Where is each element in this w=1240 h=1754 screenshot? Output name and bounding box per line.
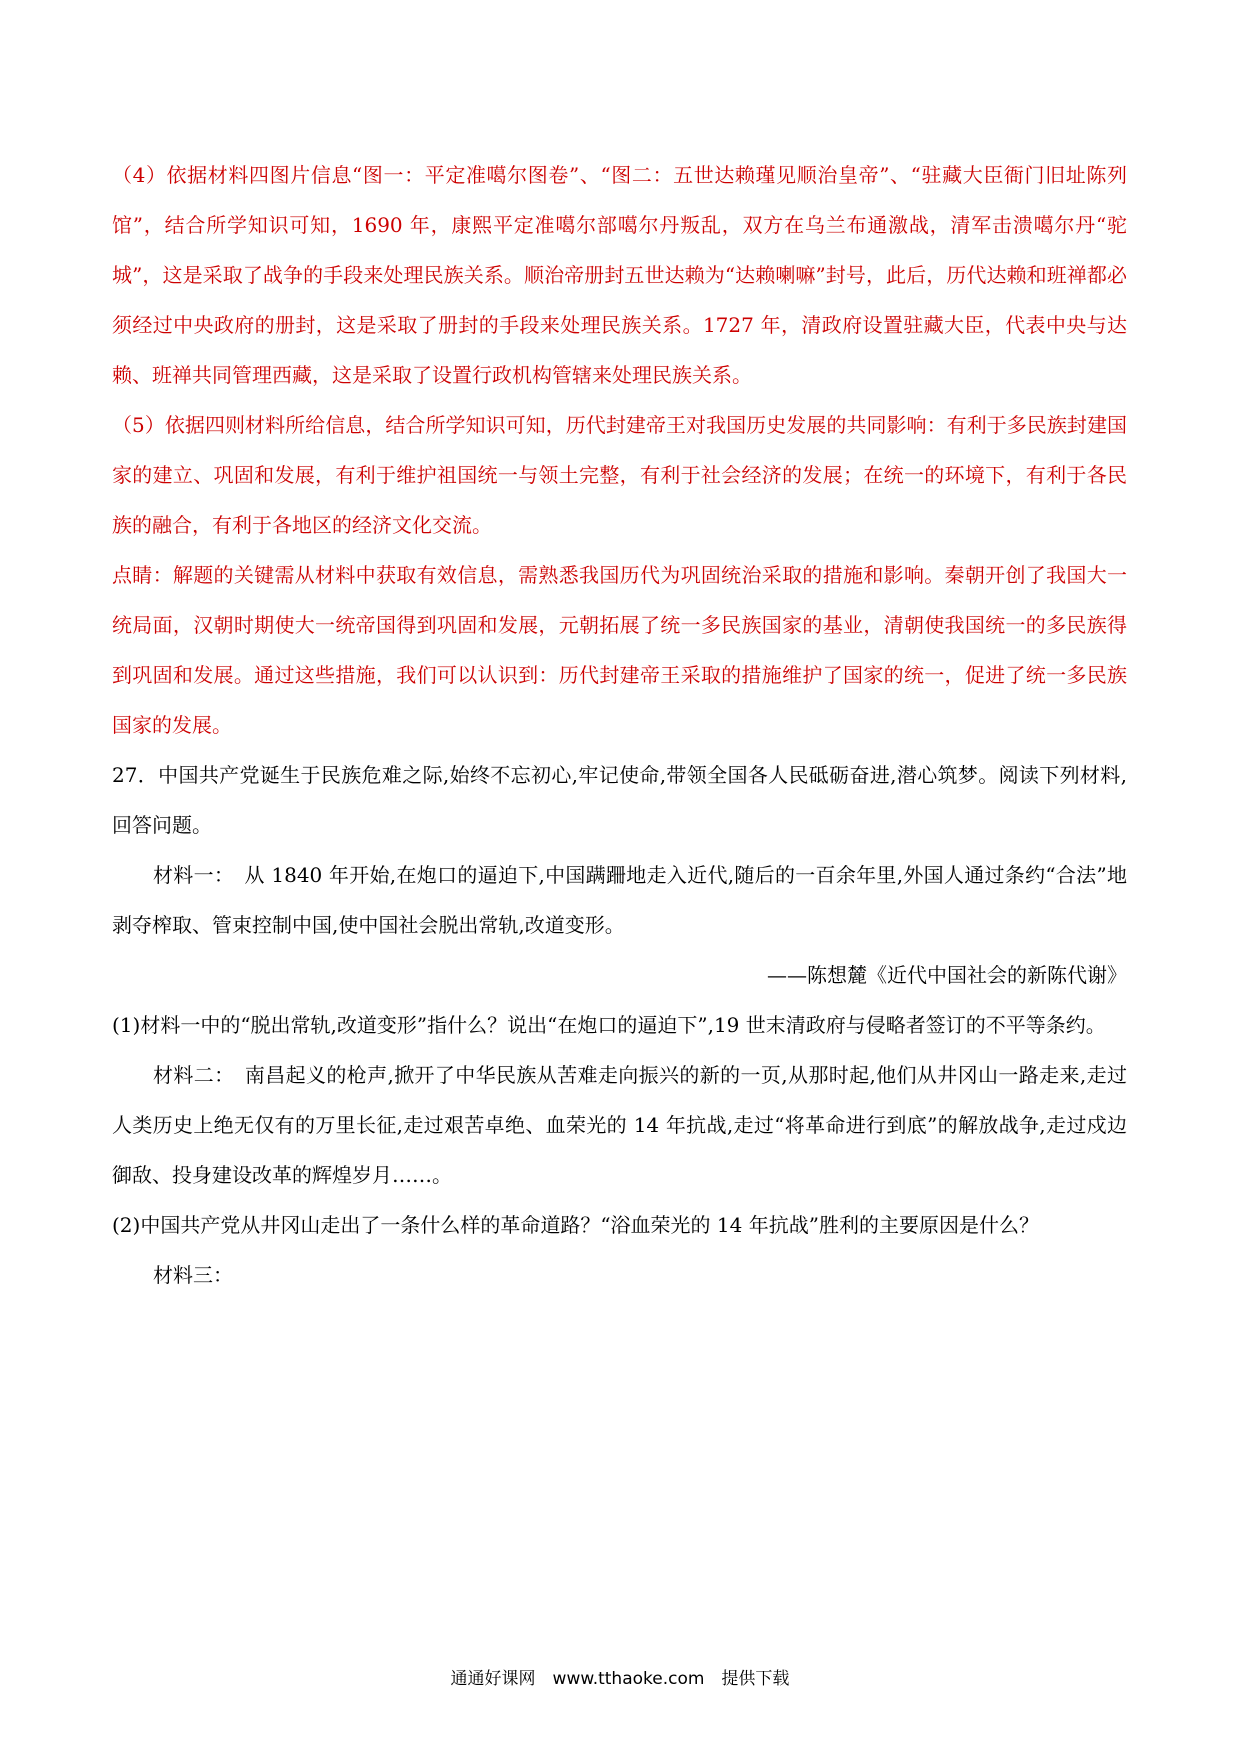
sub-question-1: (1)材料一中的“脱出常轨,改道变形”指什么？说出“在炮口的逼迫下”,19 世末清政府与侵略者签订的不平等条约。: [112, 1013, 1106, 1037]
material-1-source: ——陈想麓《近代中国社会的新陈代谢》: [767, 963, 1127, 987]
material-3-label: 材料三：: [153, 1263, 233, 1287]
sub-question-2: (2)中国共产党从井冈山走出了一条什么样的革命道路？“浴血荣光的 14 年抗战”胜利的主要原因是什么？: [112, 1213, 1039, 1237]
material-2: 材料二： 南昌起义的枪声,掀开了中华民族从苦难走向振兴的新的一页,从那时起,他们从井冈山一路走来,走过人类历史上绝无仅有的万里长征,走过艰苦卓绝、血荣光的 14 年抗战,走过“将革命进行到底”的解放战争,走过戍边御敌、投身建设改革的辉煌岁月……。: [112, 1063, 1127, 1187]
page-footer: 通通好课网 www.tthaoke.com 提供下载: [450, 1669, 790, 1689]
answer-tip: 点睛：解题的关键需从材料中获取有效信息，需熟悉我国历代为巩固统治采取的措施和影响。秦朝开创了我国大一统局面，汉朝时期使大一统帝国得到巩固和发展，元朝拓展了统一多民族国家的基业，清朝使我国统一的多民族得到巩固和发展。通过这些措施，我们可以认识到：历代封建帝王采取的措施维护了国家的统一，促进了统一多民族国家的发展。: [112, 563, 1127, 737]
question-27-stem: 27．中国共产党诞生于民族危难之际,始终不忘初心,牢记使命,带领全国各人民砥砺奋进,潜心筑梦。阅读下列材料,回答问题。: [112, 763, 1127, 837]
material-1: 材料一： 从 1840 年开始,在炮口的逼迫下,中国蹒跚地走入近代,随后的一百余年里,外国人通过条约“合法”地剥夺榨取、管束控制中国,使中国社会脱出常轨,改道变形。: [112, 863, 1127, 937]
answer-part-5: （5）依据四则材料所给信息，结合所学知识可知，历代封建帝王对我国历史发展的共同影响：有利于多民族封建国家的建立、巩固和发展，有利于维护祖国统一与领土完整，有利于社会经济的发展；在统一的环境下，有利于各民族的融合，有利于各地区的经济文化交流。: [112, 413, 1127, 537]
answer-part-4: （4）依据材料四图片信息“图一：平定准噶尔图卷”、“图二：五世达赖瑾见顺治皇帝”、“驻藏大臣衙门旧址陈列馆”，结合所学知识可知，1690 年，康熙平定准噶尔部噶尔丹叛乱，双方在乌兰布通激战，清军击溃噶尔丹“驼城”，这是采取了战争的手段来处理民族关系。顺治帝册封五世达赖为“达赖喇嘛”封号，此后，历代达赖和班禅都必须经过中央政府的册封，这是采取了册封的手段来处理民族关系。1727 年，清政府设置驻藏大臣，代表中央与达赖、班禅共同管理西藏，这是采取了设置行政机构管辖来处理民族关系。: [112, 163, 1127, 387]
document-body: [112, 150, 1127, 1300]
